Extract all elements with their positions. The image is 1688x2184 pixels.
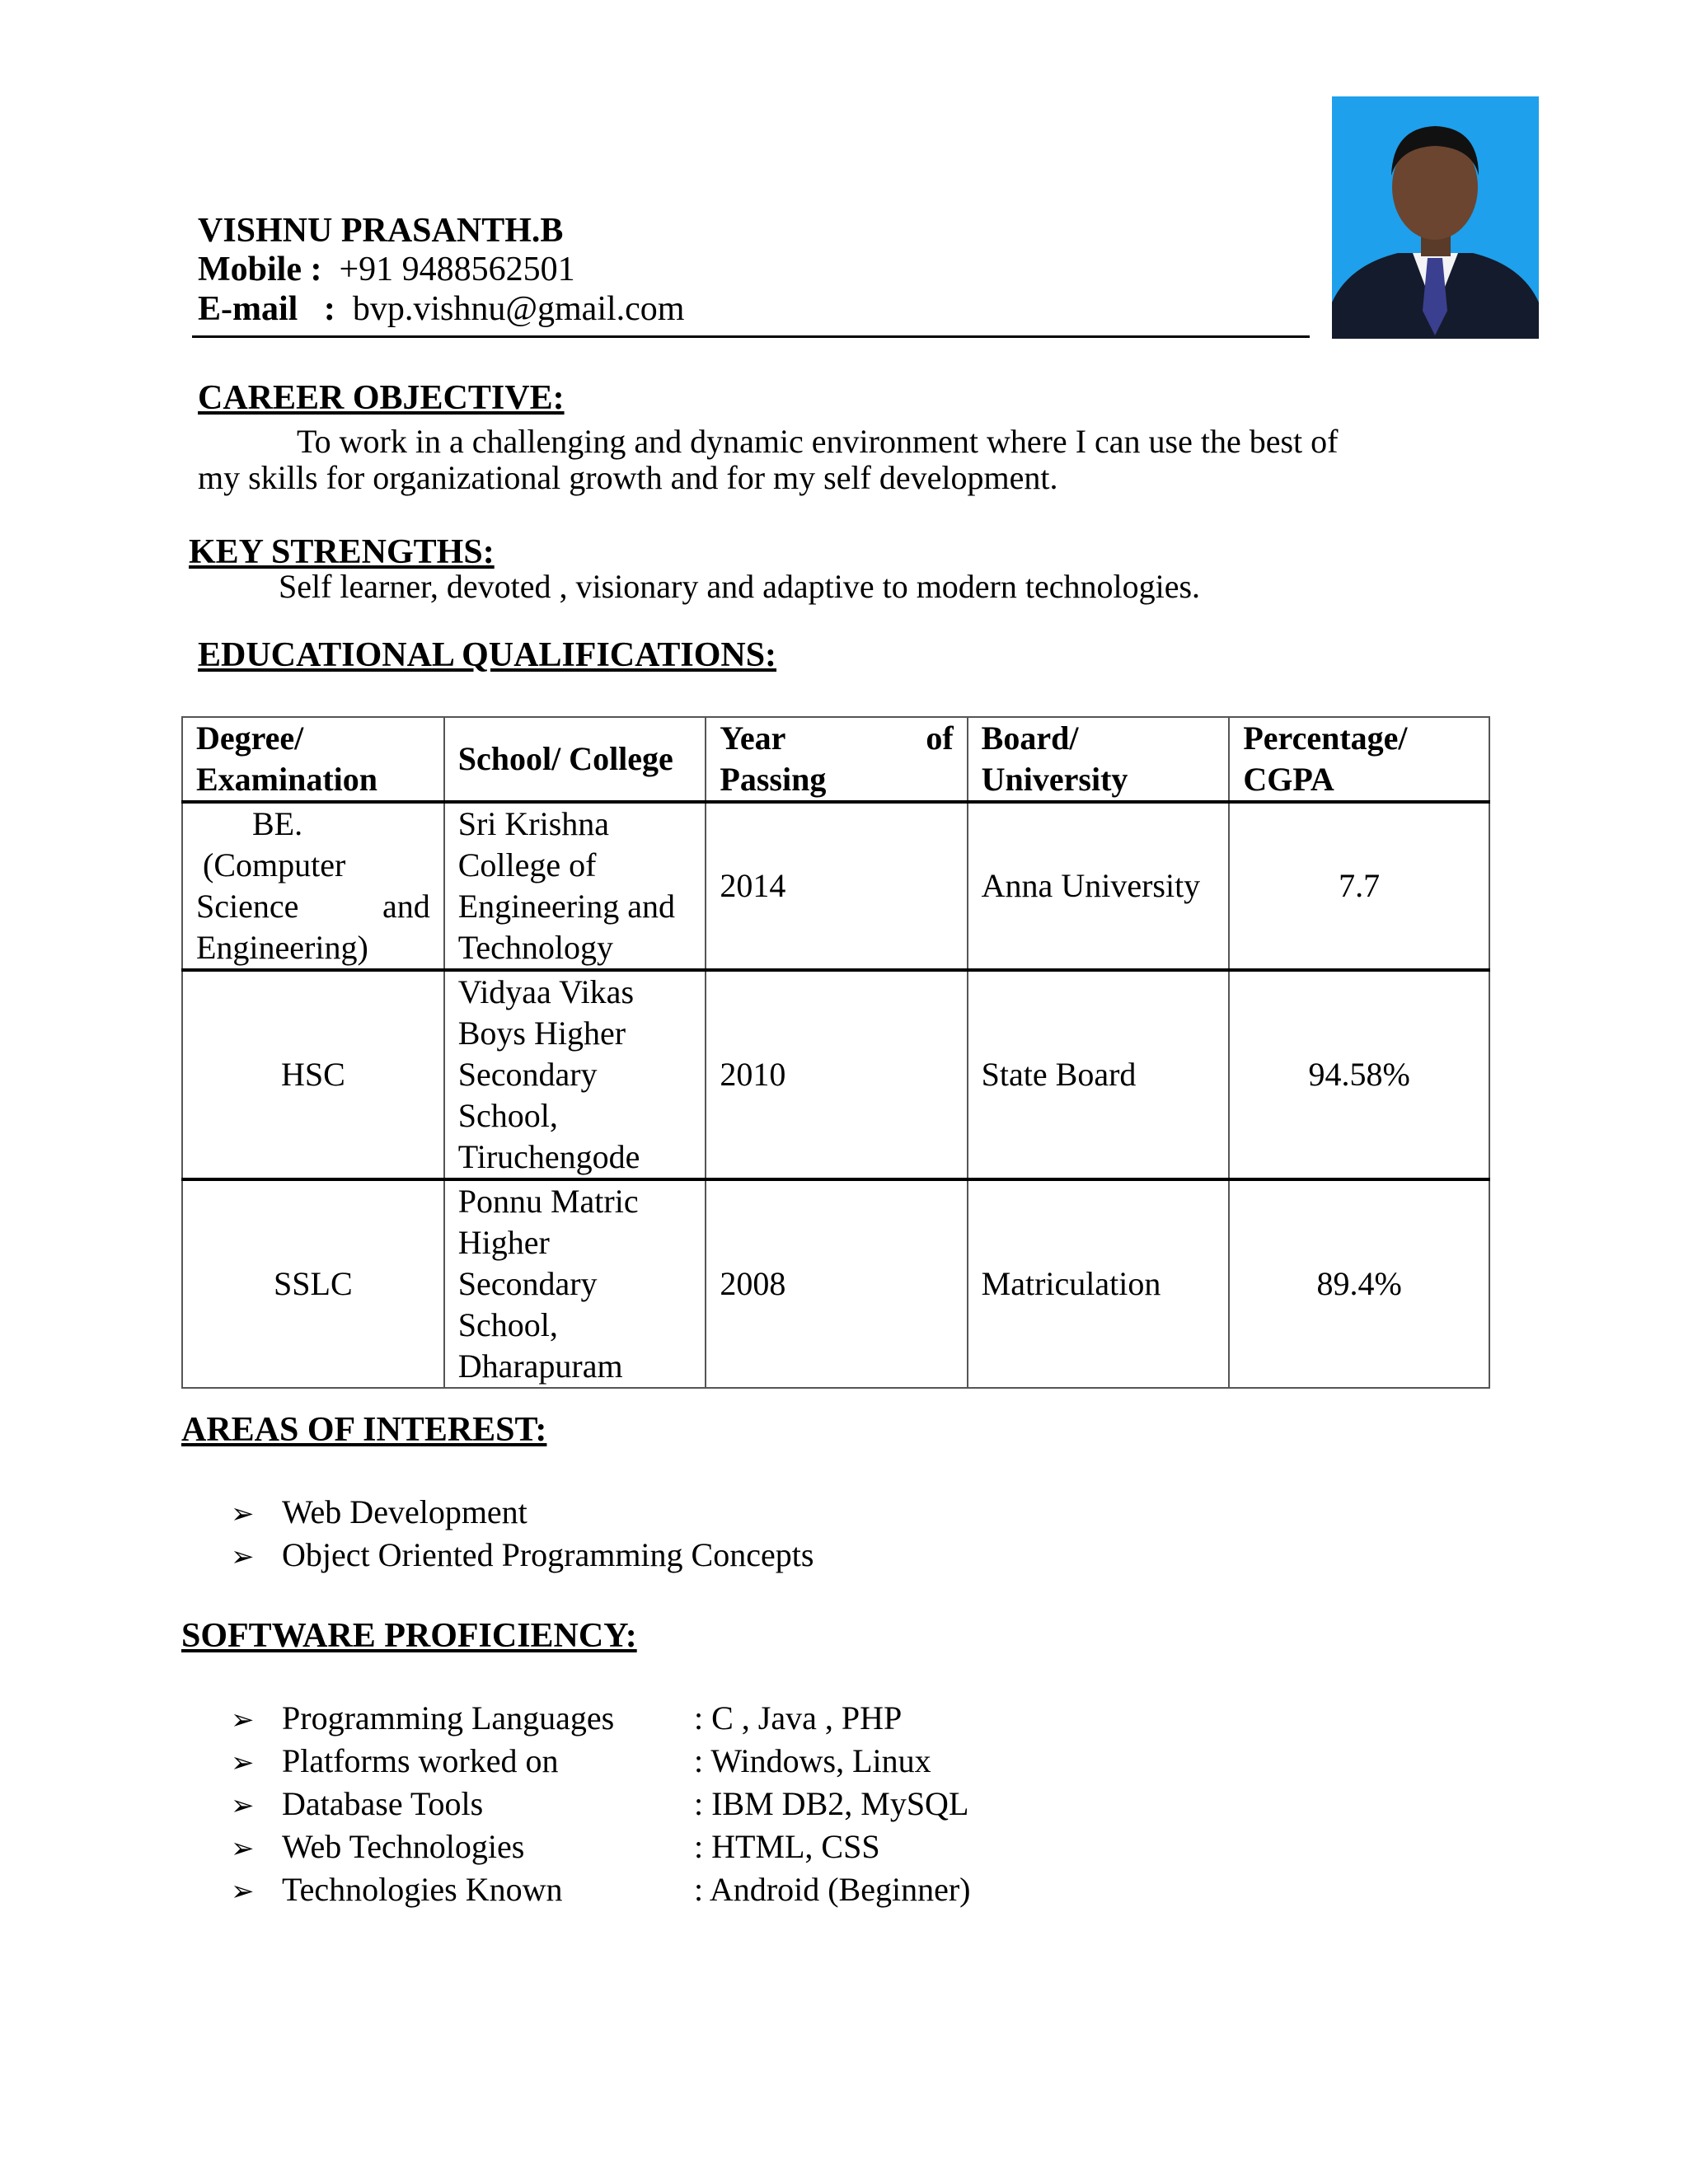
cell-school: Sri Krishna College of Engineering and Technology [444,802,706,970]
arrowhead-bullet-icon: ➢ [231,1746,255,1779]
mobile-value: +91 9488562501 [339,251,575,288]
header-year [706,717,967,802]
software-proficiency-list [231,1698,971,1912]
cell-percent: 7.7 [1229,802,1489,970]
career-objective-line-1: To work in a challenging and dynamic environment where I can use the best of [297,423,1339,460]
interest-label: Web Development [282,1493,528,1530]
software-label: Database Tools [282,1785,484,1822]
key-strengths-text: Self learner, devoted , visionary and adaptive to modern technologies. [279,568,1201,605]
degree-line-4: Engineering) [196,929,368,966]
email-value: bvp.vishnu@gmail.com [352,290,685,328]
software-value: : Windows, Linux [694,1742,931,1779]
areas-of-interest-list [231,1492,814,1577]
profile-photo [1332,96,1539,339]
header-school: School/ College [444,717,706,802]
list-item [231,1535,814,1577]
cell-board: State Board [968,970,1230,1179]
cell-year: 2010 [706,970,967,1179]
table-row [182,802,1489,970]
career-objective-title: CAREER OBJECTIVE: [198,379,565,417]
table-row [182,1179,1489,1388]
software-proficiency-title: SOFTWARE PROFICIENCY: [181,1617,637,1655]
software-value: : Android (Beginner) [694,1871,971,1908]
arrowhead-bullet-icon: ➢ [231,1497,255,1530]
header-year-c: Passing [720,761,827,798]
career-objective-line-2: my skills for organizational growth and for my self development. [198,459,1058,496]
mobile-line [198,249,575,290]
cell-school: Ponnu Matric Higher Secondary School, Dharapuram [444,1179,706,1388]
header-percent: Percentage/ CGPA [1229,717,1489,802]
header-board: Board/ University [968,717,1230,802]
header-year-b: of [926,719,954,757]
cell-degree: HSC [182,970,444,1179]
degree-line-1: BE. [252,805,303,842]
header-divider [192,335,1310,338]
degree-line-3a: Science [196,888,299,925]
software-label: Platforms worked on [282,1742,559,1779]
software-label: Web Technologies [282,1828,525,1865]
arrowhead-bullet-icon: ➢ [231,1540,255,1573]
cell-school: Vidyaa Vikas Boys Higher Secondary School, Tiruchengode [444,970,706,1179]
software-value: : HTML, CSS [694,1828,880,1865]
arrowhead-bullet-icon: ➢ [231,1832,255,1865]
list-item [231,1492,814,1535]
list-item [231,1869,971,1912]
education-header-row [182,717,1489,802]
software-value: : IBM DB2, MySQL [694,1785,969,1822]
cell-year: 2008 [706,1179,967,1388]
cell-degree: SSLC [182,1179,444,1388]
header-degree: Degree/ Examination [182,717,444,802]
education-title: EDUCATIONAL QUALIFICATIONS: [198,636,777,674]
software-label: Technologies Known [282,1871,563,1908]
table-row [182,970,1489,1179]
email-line [198,288,684,330]
cell-degree [182,802,444,970]
cell-board: Anna University [968,802,1230,970]
cell-board: Matriculation [968,1179,1230,1388]
cell-year: 2014 [706,802,967,970]
areas-of-interest-title: AREAS OF INTEREST: [181,1411,547,1449]
cell-percent: 94.58% [1229,970,1489,1179]
list-item [231,1741,971,1783]
candidate-name: VISHNU PRASANTH.B [198,212,564,250]
software-label: Programming Languages [282,1699,615,1736]
degree-line-3b: and [382,888,430,925]
cell-percent: 89.4% [1229,1179,1489,1388]
arrowhead-bullet-icon: ➢ [231,1789,255,1822]
education-table [181,716,1490,1389]
arrowhead-bullet-icon: ➢ [231,1704,255,1736]
profile-photo-graphic [1332,96,1539,339]
list-item [231,1698,971,1741]
key-strengths-title: KEY STRENGTHS: [189,533,495,571]
header-year-a: Year [720,719,786,757]
interest-label: Object Oriented Programming Concepts [282,1536,814,1573]
email-label: E-mail : [198,290,335,328]
software-value: : C , Java , PHP [694,1699,903,1736]
arrowhead-bullet-icon: ➢ [231,1875,255,1908]
mobile-label: Mobile : [198,251,322,288]
degree-line-2: (Computer [203,846,346,883]
list-item [231,1826,971,1869]
list-item [231,1783,971,1826]
